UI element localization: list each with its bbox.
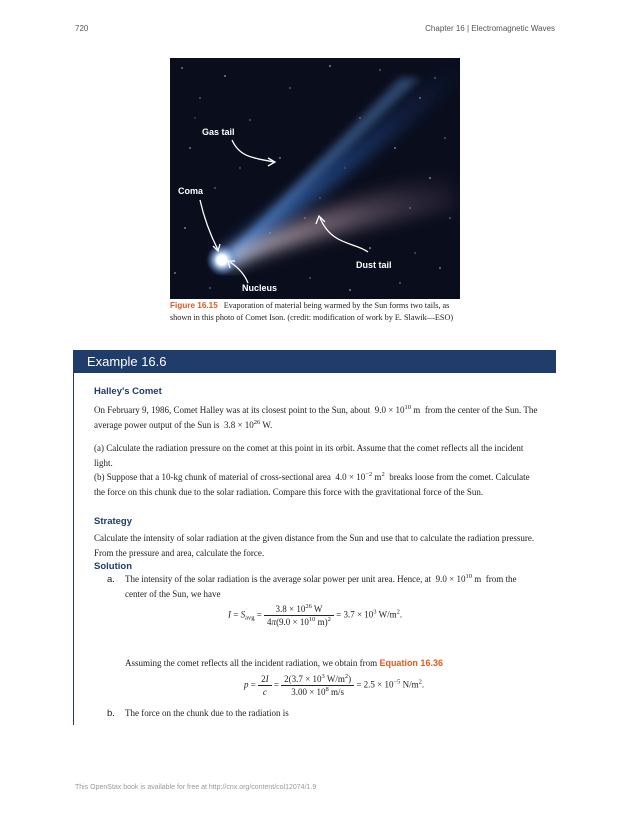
intro-paragraph: On February 9, 1986, Comet Halley was at its closest point to the Sun, about $9.0 \times 10^{10}$ m from the center of the Sun. The average power output of the Sun is $3.8 \times 10^{26}$ W. [94, 404, 538, 430]
footer-note: This OpenStax book is available for free at http://cnx.org/content/col12074/1.9 [75, 784, 317, 791]
item-a-text: The intensity of the solar radiation is the average solar power per unit area. Hence, at $9.0 \times 10^{10}$ m from the center of the Sun, we have [125, 573, 517, 599]
item-a-text-3: Assuming the comet reflects all the incident radiation, we obtain from [125, 658, 378, 668]
item-b-letter: b. [107, 708, 115, 719]
item-a-text-2: from the center of the Sun, we have [125, 574, 517, 599]
intensity-equation: $I = S_{avg}$ = $\frac{3.8 \times 10^{26} W}{4\pi(9.0 \times 10^{10} m)^2}$ = $3.7 \times 10^3$ $W/m^2$. [228, 603, 403, 627]
comet-photo [170, 58, 460, 299]
example-heading: Halley's Comet [94, 386, 162, 397]
nucleus-label: Nucleus [242, 283, 278, 293]
solution-heading: Solution [94, 561, 132, 572]
dust-tail-label: Dust tail [356, 260, 392, 270]
intro-text-1: On February 9, 1986, Comet Halley was at its closest point to the Sun, about [94, 405, 371, 415]
strategy-text: Calculate the intensity of solar radiation at the given distance from the Sun and use that to calculate the radiation pressure. From the pressure and area, calculate the force. [94, 533, 535, 558]
item-a-text-1: The intensity of the solar radiation is the average solar power per unit area. Hence, at [125, 574, 432, 584]
item-b-text: The force on the chunk due to the radiation is [125, 708, 289, 718]
page-number: 720 [75, 24, 89, 33]
part-b-text-2: breaks loose from the comet. Calculate the force on this chunk due to the solar radiation. Compare this force with the gravitational force of the Sun. [94, 472, 530, 497]
chapter-title: Chapter 16 | Electromagnetic Waves [425, 24, 555, 33]
comet-illustration [170, 58, 460, 299]
part-b-text-1: (b) Suppose that a 10-kg chunk of material of cross-sectional area [94, 472, 331, 482]
equation-reference-link[interactable]: Equation 16.36 [379, 658, 443, 668]
intro-text-2: from the center of the Sun. The average power output of the Sun is [94, 405, 538, 430]
part-b: (b) Suppose that a 10-kg chunk of material of cross-sectional area $4.0 \times 10^{-2}$ $m^2$ breaks loose from the comet. Calculate the force on this chunk due to the solar radiation. Compare this force with the gravitational force of the Sun. [94, 471, 530, 497]
figure-caption [170, 300, 462, 323]
coma-label: Coma [178, 186, 204, 196]
part-a: (a) Calculate the radiation pressure on the comet at this point in its orbit. Assume that the comet reflects all the incident light. [94, 443, 524, 468]
item-a-letter: a. [107, 574, 115, 585]
gas-tail-label: Gas tail [202, 127, 235, 137]
strategy-heading: Strategy [94, 516, 133, 527]
item-a-followup [125, 656, 540, 671]
pressure-equation: p = $\frac{2I}{c}$ = $\frac{2(3.7 \times 10^3 W/m^2)}{3.00 \times 10^8 m/s}$ = $2.5 \times 10^{-5}$ $N/m^2$. [244, 673, 425, 697]
figure-caption-text: Evaporation of material being warmed by the Sun forms two tails, as shown in this photo of Comet Ison. (credit: modification of work by E. Slawik—ESO) [170, 301, 454, 322]
example-title: Example 16.6 [73, 350, 556, 373]
example-border [73, 373, 74, 725]
figure-number: Figure 16.15 [170, 301, 218, 310]
